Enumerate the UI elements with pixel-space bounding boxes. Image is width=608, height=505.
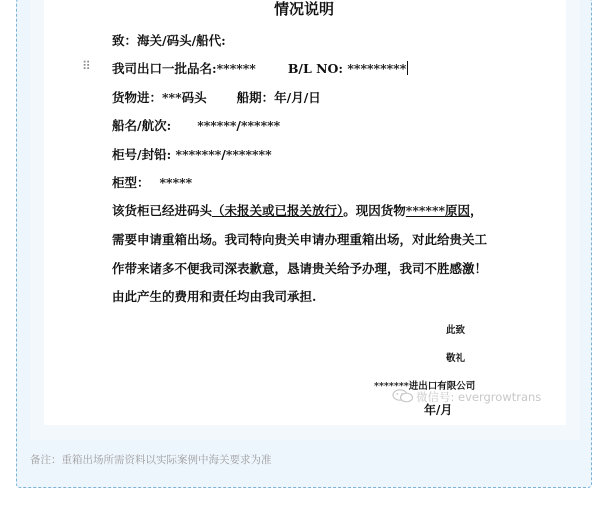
paragraph-2: 需要申请重箱出场。我司特向贵关申请办理重箱出场，对此给贵关工	[112, 232, 488, 247]
closing-regards-2: 敬礼	[446, 353, 466, 364]
vessel-voyage-value: ******/******	[197, 118, 281, 133]
container-type-value: *****	[159, 175, 193, 190]
footer-note: 备注：重箱出场所需资料以实际案例中海关要求为准	[30, 454, 272, 466]
goods-entry: 货物进：***码头	[112, 90, 207, 105]
paragraph-1	[112, 201, 483, 219]
para1-text-c: 。现因货物	[343, 203, 406, 218]
para1-text-e: ，	[470, 203, 483, 218]
paragraph-4: 由此产生的费用和责任均由我司承担.	[112, 289, 317, 304]
vessel-voyage-label: 船名/航次:	[112, 118, 172, 133]
watermark-text: 微信号: evergrowtrans	[416, 390, 542, 404]
para1-customs-status: （未报关或已报关放行）	[212, 203, 344, 218]
container-seal-line: 柜号/封铅: *******/*******	[112, 147, 272, 162]
closing-regards-1: 此致	[446, 325, 466, 336]
goods-name-label: 我司出口一批品名:******	[112, 61, 256, 76]
watermark	[392, 389, 541, 405]
para1-reason: ******原因	[405, 203, 471, 218]
document-title: 情况说明	[273, 0, 334, 18]
paragraph-3: 作带来诸多不便我司深表歉意，恳请贵关给予办理，我司不胜感激！	[112, 261, 488, 276]
para1-text-a: 该货柜已经进码头	[112, 203, 213, 218]
signature-date: 年/月	[424, 403, 453, 417]
signature-company: *******进出口有限公司	[374, 381, 476, 392]
bl-number: B/L NO: *********	[287, 61, 407, 76]
ship-date: 船期：年/月/日	[236, 90, 321, 105]
vessel-line	[112, 116, 280, 134]
drag-handle-icon[interactable]: ⠿	[82, 59, 90, 73]
goods-line[interactable]	[112, 59, 408, 77]
container-type-label: 柜型：	[112, 175, 150, 190]
terminal-line	[112, 88, 321, 106]
addressee-line: 致：海关/码头/船代:	[112, 33, 226, 48]
wechat-icon	[392, 389, 414, 403]
container-type-line	[112, 173, 192, 191]
text-cursor	[407, 61, 408, 75]
